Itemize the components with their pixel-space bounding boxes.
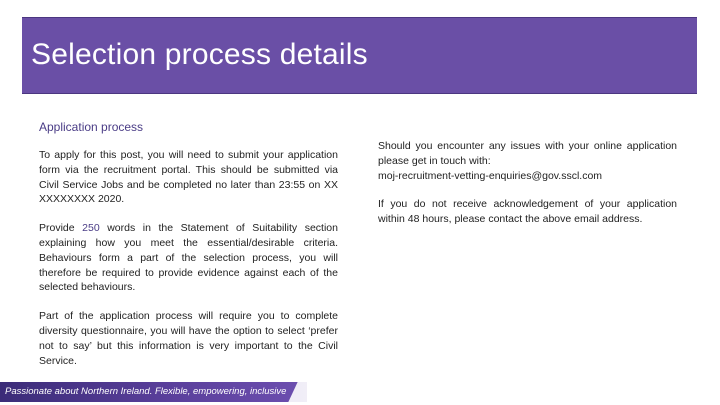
footer-banner [0, 382, 307, 402]
paragraph-contact [378, 139, 677, 183]
paragraph-deadline: To apply for this post, you will need to submit your application form via the recruitment portal. This should be submitted via Civil Service Jobs and be completed no later than 23:55 on XX XXXXXXXX 2020. [39, 149, 338, 206]
contact-email[interactable]: moj-recruitment-vetting-enquiries@gov.sscl.com [378, 169, 603, 182]
right-column [378, 139, 677, 241]
paragraph-text: Should you encounter any issues with your online application please get in touch with: [378, 140, 677, 167]
word-count-highlight: 250 [82, 222, 100, 235]
paragraph-acknowledgement: If you do not receive acknowledgement of your application within 48 hours, please contact the above email address. [378, 198, 677, 226]
paragraph-diversity: Part of the application process will require you to complete diversity questionnaire, you will have the option to select ‘prefer not to say’ but this information is very important to the Civil Service. [39, 310, 338, 367]
page-title: Selection process details [31, 38, 368, 71]
footer-tagline: Passionate about Northern Ireland. Flexible, empowering, inclusive [5, 386, 287, 397]
paragraph-text: Provide [39, 222, 83, 235]
left-column [39, 148, 338, 382]
paragraph-word-count [39, 221, 338, 295]
section-heading: Application process [39, 120, 144, 134]
paragraph-text: words in the Statement of Suitability section explaining how you meet the essential/desirable criteria. Behaviours form a part of the selection process, you will therefore be required to provide evidence against each of the selected behaviours. [39, 222, 338, 294]
header-bar [22, 17, 697, 94]
